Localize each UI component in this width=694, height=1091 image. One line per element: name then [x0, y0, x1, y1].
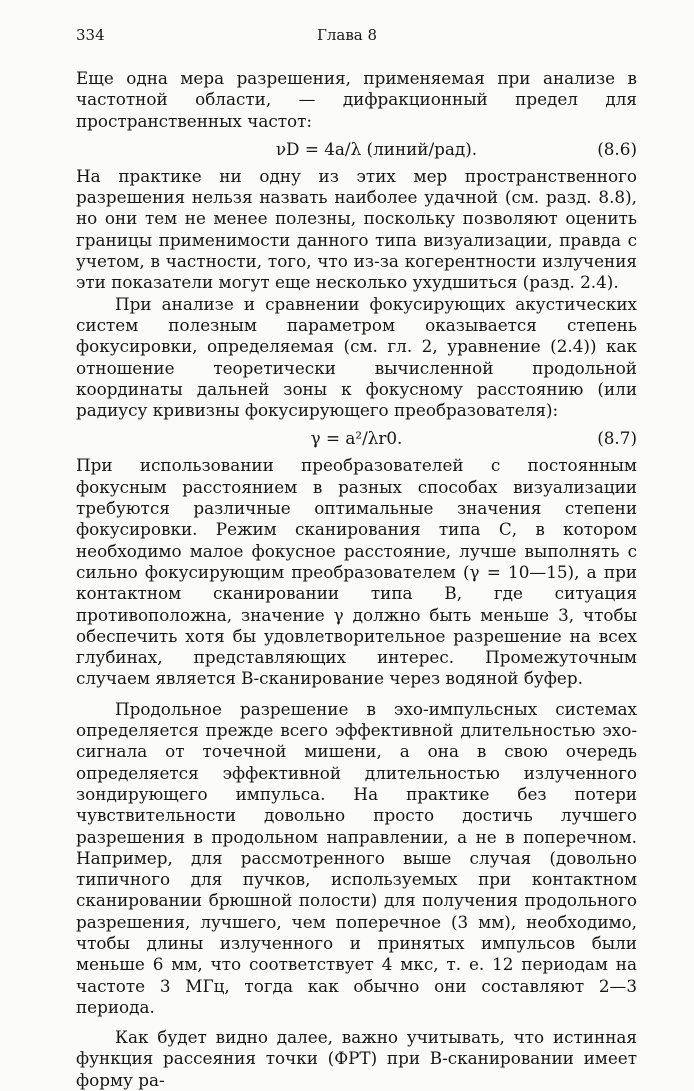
paragraph: На практике ни одну из этих мер пространственного разрешения нельзя назвать наиболее удачной (см. разд. 8.8), но они тем не менее полезны, поскольку позволяют оценить границы применимости данного типа визуализации, правда с учетом, в частности, того, что из-за когерентности излучения эти показатели могут еще несколько ухудшиться (разд. 2.4).	[76, 165, 637, 293]
paragraph: При использовании преобразователей с постоянным фокусным расстоянием в разных способах визуализации требуются различные оптимальные значения степени фокусировки. Режим сканирования типа С, в котором необходимо малое фокусное расстояние, лучше выполнять с сильно фокусирующим преобразователем (γ = 10—15), а при контактном сканировании типа В, где ситуация противоположна, значение γ должно быть меньше 3, чтобы обеспечить хотя бы удовлетворительное разрешение на всех глубинах, представляющих интерес. Промежуточным случаем является В-сканирование через водяной буфер.	[76, 455, 637, 689]
paragraph: Как будет видно далее, важно учитывать, что истинная функция рассеяния точки (ФРТ) при В-сканировании имеет форму ра-	[76, 1027, 637, 1090]
page-number: 334	[76, 26, 105, 44]
equation-formula: νD = 4a/λ (линий/рад).	[275, 138, 478, 159]
running-header	[76, 26, 618, 48]
body-text	[76, 68, 637, 1091]
equation-formula: γ = a²/λr0.	[310, 428, 403, 449]
equation-8-7	[76, 421, 637, 455]
paragraph: При анализе и сравнении фокусирующих акустических систем полезным параметром оказывается степень фокусировки, определяемая (см. гл. 2, уравнение (2.4)) как отношение теоретически вычисленной продольной координаты дальней зоны к фокусному расстоянию (или радиусу кривизны фокусирующего преобразователя):	[76, 293, 637, 421]
paragraph: Еще одна мера разрешения, применяемая при анализе в частотной области, — дифракционный предел для пространственных частот:	[76, 68, 637, 131]
chapter-title: Глава 8	[316, 26, 378, 44]
paragraph: Продольное разрешение в эхо-импульсных системах определяется прежде всего эффективной длительностью эхо-сигнала от точечной мишени, а она в свою очередь определяется эффективной длительностью излученного зондирующего импульса. На практике без потери чувствительности довольно просто достичь лучшего разрешения в продольном направлении, а не в поперечном. Например, для рассмотренного выше случая (довольно типичного для пучков, используемых при контактном сканировании брюшной полости) для получения продольного разрешения, лучшего, чем поперечное (3 мм), необходимо, чтобы длины излученного и принятых импульсов были меньше 6 мм, что соответствует 4 мкс, т. е. 12 периодам на частоте 3 МГц, тогда как обычно они составляют 2—3 периода.	[76, 698, 637, 1017]
equation-number: (8.6)	[597, 138, 637, 159]
equation-number: (8.7)	[597, 428, 637, 449]
equation-8-6	[76, 132, 637, 166]
